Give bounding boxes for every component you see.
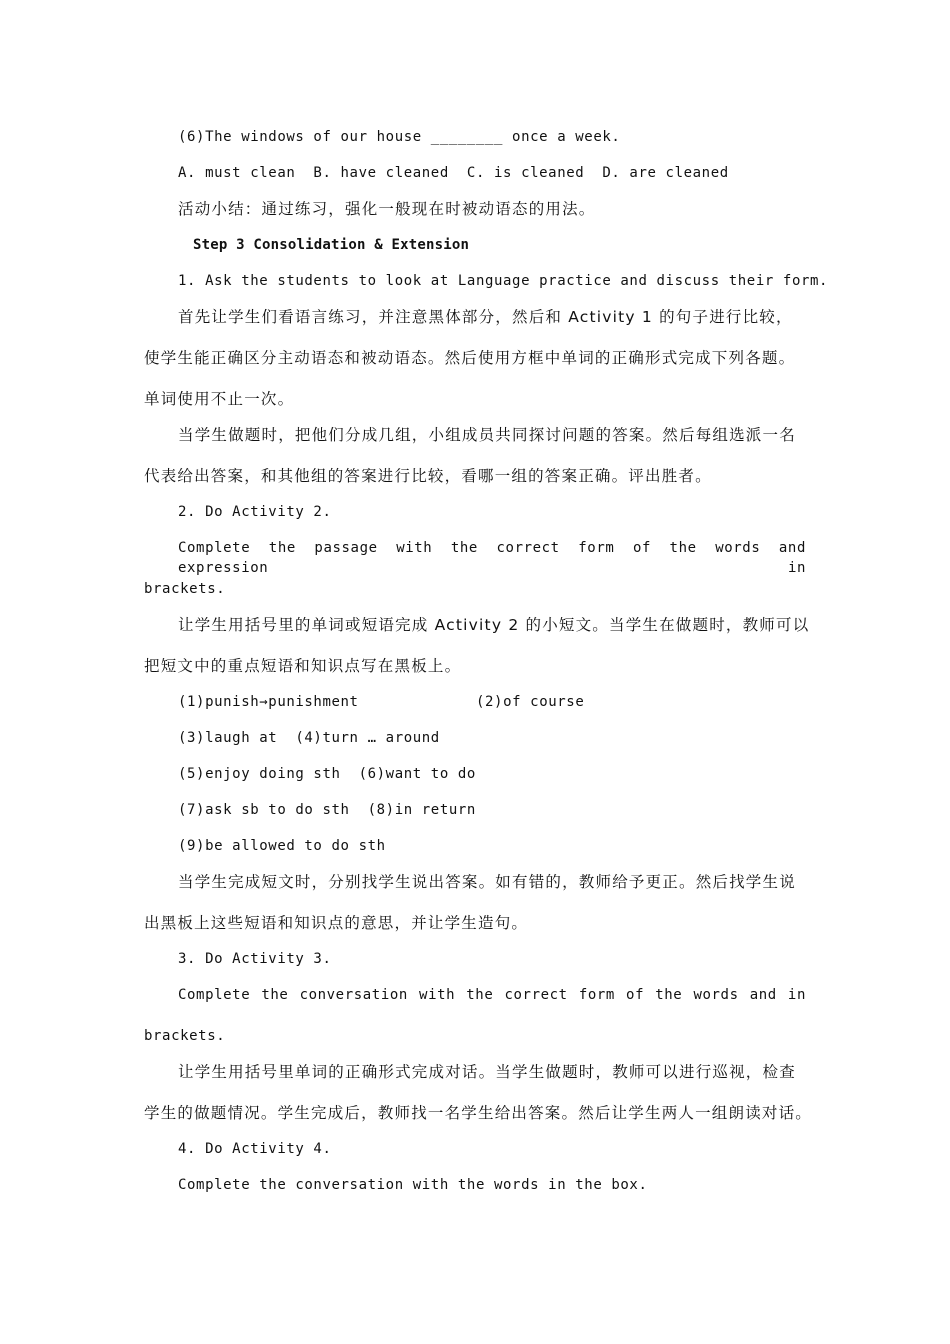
item-2-instruction-end: brackets. <box>144 581 226 597</box>
phrase-1: (1)punish→punishment <box>178 694 359 710</box>
phrases-3-4: (3)laugh at (4)turn … around <box>178 730 440 746</box>
paragraph-3-line-1: 让学生用括号里的单词或短语完成 Activity 2 的小短文。当学生在做题时，教师可以 <box>178 616 810 634</box>
phrase-2: (2)of course <box>476 694 585 710</box>
item-4-heading: 4. Do Activity 4. <box>178 1141 332 1157</box>
item-2-instruction: Complete the passage with the correct form of the words and expression in <box>178 540 806 576</box>
question-6: (6)The windows of our house ________ once a week. <box>178 129 621 145</box>
paragraph-2-line-2: 代表给出答案，和其他组的答案进行比较，看哪一组的答案正确。评出胜者。 <box>144 467 712 485</box>
item-2-heading: 2. Do Activity 2. <box>178 504 332 520</box>
paragraph-1-line-3: 单词使用不止一次。 <box>144 390 295 408</box>
phrase-9: (9)be allowed to do sth <box>178 838 386 854</box>
step-3-heading: Step 3 Consolidation & Extension <box>193 237 470 253</box>
paragraph-4-line-1: 当学生完成短文时，分别找学生说出答案。如有错的，教师给予更正。然后找学生说 <box>178 873 796 891</box>
paragraph-4-line-2: 出黑板上这些短语和知识点的意思，并让学生造句。 <box>144 914 529 932</box>
paragraph-1-line-2: 使学生能正确区分主动语态和被动语态。然后使用方框中单词的正确形式完成下列各题。 <box>144 349 796 367</box>
phrases-7-8: (7)ask sb to do sth (8)in return <box>178 802 476 818</box>
item-3-instruction-end: brackets. <box>144 1028 226 1044</box>
question-6-options: A. must clean B. have cleaned C. is cleaned D. are cleaned <box>178 165 729 181</box>
activity-summary: 活动小结：通过练习，强化一般现在时被动语态的用法。 <box>178 200 596 218</box>
phrases-5-6: (5)enjoy doing sth (6)want to do <box>178 766 476 782</box>
item-4-instruction: Complete the conversation with the words in the box. <box>178 1177 648 1193</box>
item-3-instruction: Complete the conversation with the correct form of the words and in <box>178 987 806 1003</box>
paragraph-1-line-1: 首先让学生们看语言练习，并注意黑体部分，然后和 Activity 1 的句子进行比较， <box>178 308 793 326</box>
paragraph-5-line-2: 学生的做题情况。学生完成后，教师找一名学生给出答案。然后让学生两人一组朗读对话。 <box>144 1104 813 1122</box>
paragraph-2-line-1: 当学生做题时，把他们分成几组，小组成员共同探讨问题的答案。然后每组选派一名 <box>178 426 796 444</box>
item-1-text: 1. Ask the students to look at Language practice and discuss their form. <box>178 273 829 289</box>
paragraph-5-line-1: 让学生用括号里单词的正确形式完成对话。当学生做题时，教师可以进行巡视，检查 <box>178 1063 796 1081</box>
item-3-heading: 3. Do Activity 3. <box>178 951 332 967</box>
paragraph-3-line-2: 把短文中的重点短语和知识点写在黑板上。 <box>144 657 462 675</box>
